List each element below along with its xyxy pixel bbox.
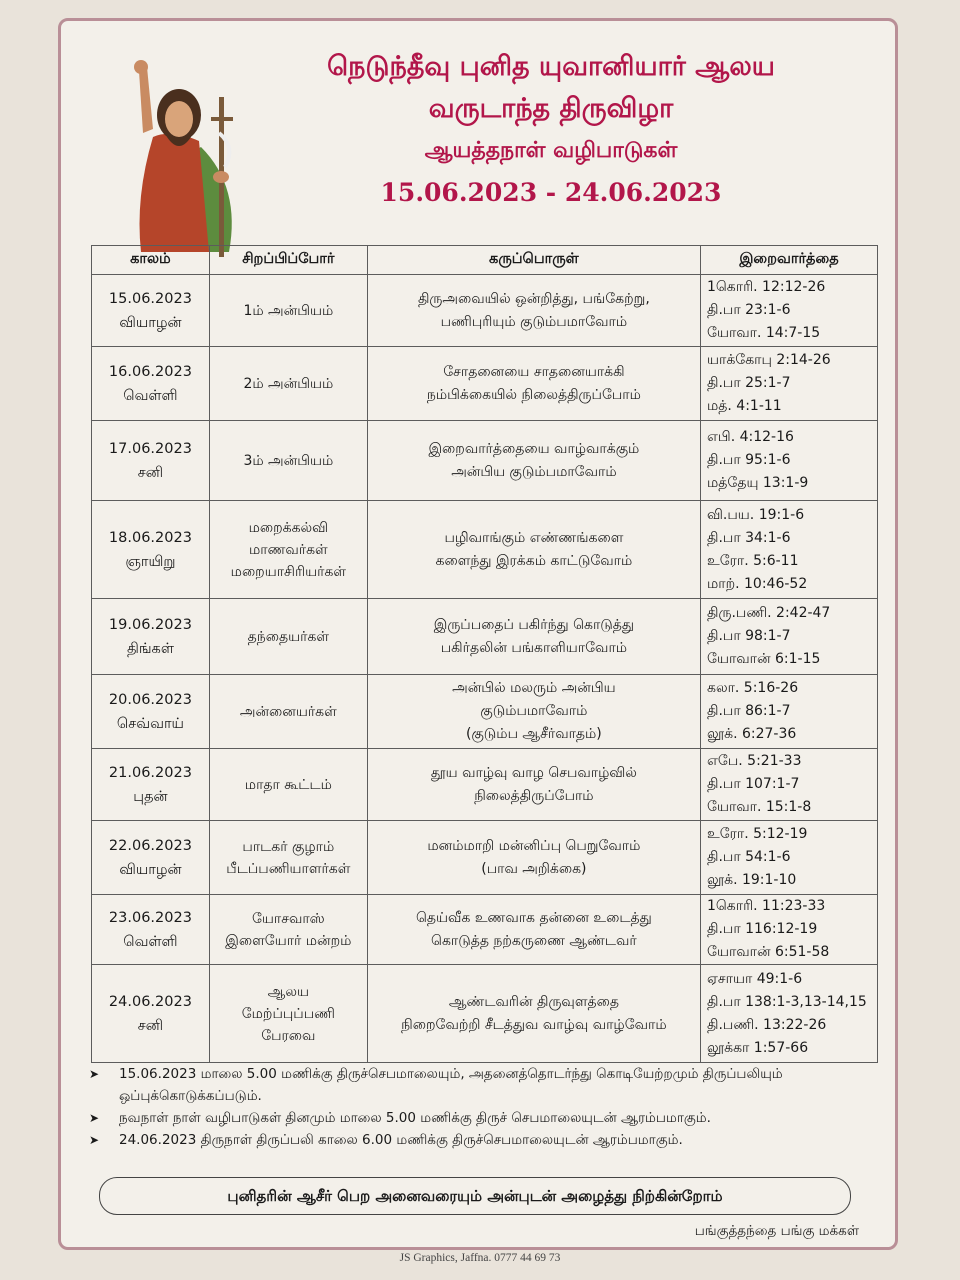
weekday-text: திங்கள் bbox=[126, 640, 174, 657]
reading-reference: யாக்கோபு 2:14-26 bbox=[707, 352, 831, 368]
cell-date bbox=[92, 599, 210, 675]
reading-reference: எபி. 4:12-16 bbox=[707, 429, 794, 445]
arrow-bullet-icon: ➤ bbox=[89, 1133, 100, 1147]
celebrant-line: பாடகர் குழாம் bbox=[242, 838, 335, 855]
weekday-text: வெள்ளி bbox=[123, 387, 178, 404]
table-row bbox=[92, 965, 878, 1063]
theme-line: சோதனையை சாதனையாக்கி bbox=[443, 363, 625, 380]
theme-line: தெய்வீக உணவாக தன்னை உடைத்து bbox=[416, 909, 652, 926]
celebrant-line: மறையாசிரியர்கள் bbox=[230, 563, 346, 580]
reading-reference: யோவான் 6:51-58 bbox=[707, 944, 830, 960]
date-text: 16.06.2023 bbox=[108, 363, 192, 380]
date-text: 24.06.2023 bbox=[108, 993, 192, 1010]
cell-date bbox=[92, 749, 210, 821]
date-text: 22.06.2023 bbox=[108, 837, 192, 854]
cell-readings bbox=[701, 965, 878, 1063]
cell-celebrants bbox=[209, 675, 367, 749]
reading-reference: தி.பா 34:1-6 bbox=[707, 529, 791, 546]
cell-theme bbox=[367, 821, 700, 895]
cell-celebrants bbox=[209, 965, 367, 1063]
theme-line: குடும்பமாவோம் bbox=[480, 703, 588, 719]
poster bbox=[58, 18, 898, 1250]
reading-reference: மாற். 10:46-52 bbox=[707, 575, 808, 592]
celebrant-line: யோசவாஸ் bbox=[251, 910, 325, 927]
note-text: 15.06.2023 மாலை 5.00 மணிக்கு திருச்செபமாலையும், அதனைத்தொடர்ந்து கொடியேற்றமும் திருப்பலியும் ஒப்புக்கொடுக்கப்படும். bbox=[119, 1066, 783, 1104]
theme-line: (குடும்ப ஆசீர்வாதம்) bbox=[465, 726, 602, 742]
cell-readings bbox=[701, 749, 878, 821]
cell-readings bbox=[701, 675, 878, 749]
reading-reference: தி.பா 25:1-7 bbox=[707, 375, 791, 391]
weekday-text: புதன் bbox=[133, 788, 168, 805]
date-text: 15.06.2023 bbox=[108, 290, 192, 307]
weekday-text: வெள்ளி bbox=[123, 933, 178, 950]
date-text: 21.06.2023 bbox=[108, 764, 192, 781]
cell-celebrants bbox=[209, 501, 367, 599]
reading-reference: எபே. 5:21-33 bbox=[707, 753, 802, 769]
theme-line: அன்பில் மலரும் அன்பிய bbox=[452, 680, 616, 696]
header-cell-theme: கருப்பொருள் bbox=[367, 246, 700, 275]
theme-line: களைந்து இரக்கம் காட்டுவோம் bbox=[435, 552, 633, 569]
celebrant-line: 2ம் அன்பியம் bbox=[243, 375, 334, 392]
table-row bbox=[92, 347, 878, 421]
celebrant-line: தந்தையர்கள் bbox=[247, 628, 330, 645]
table-header-row bbox=[92, 246, 878, 275]
celebrant-line: மறைக்கல்வி bbox=[248, 519, 329, 536]
cell-celebrants bbox=[209, 347, 367, 421]
date-text: 17.06.2023 bbox=[108, 440, 192, 457]
cell-theme bbox=[367, 965, 700, 1063]
header-feast-title: வருடாந்த திருவிழா bbox=[428, 93, 674, 124]
header-cell-celebrants: சிறப்பிப்போர் bbox=[209, 246, 367, 275]
theme-line: கொடுத்த நற்கருணை ஆண்டவர் bbox=[431, 932, 637, 949]
date-text: 20.06.2023 bbox=[108, 691, 192, 708]
cell-theme bbox=[367, 275, 700, 347]
celebrant-line: மாணவர்கள் bbox=[248, 541, 328, 558]
celebrant-line: 3ம் அன்பியம் bbox=[243, 452, 334, 469]
reading-reference: யோவா. 15:1-8 bbox=[707, 799, 812, 815]
cell-theme bbox=[367, 421, 700, 501]
table-row bbox=[92, 275, 878, 347]
celebrant-line: மேற்ப்புப்பணி bbox=[241, 1005, 335, 1022]
header-date-range: 15.06.2023 - 24.06.2023 bbox=[380, 178, 722, 207]
theme-line: திருஅவையில் ஒன்றித்து, பங்கேற்று, bbox=[417, 290, 650, 307]
reading-reference: தி.பா 98:1-7 bbox=[707, 628, 791, 644]
celebrant-line: அன்னையர்கள் bbox=[239, 703, 337, 720]
table-row bbox=[92, 749, 878, 821]
reading-reference: கலா. 5:16-26 bbox=[707, 680, 799, 696]
cell-readings bbox=[701, 347, 878, 421]
celebrant-line: மாதா கூட்டம் bbox=[244, 776, 332, 793]
theme-line: அன்பிய குடும்பமாவோம் bbox=[451, 463, 617, 480]
reading-reference: தி.பா 95:1-6 bbox=[707, 452, 791, 468]
schedule-rows bbox=[92, 275, 878, 1063]
reading-reference: தி.பா 138:1-3,13-14,15 bbox=[707, 993, 867, 1010]
cell-readings bbox=[701, 275, 878, 347]
theme-line: (பாவ அறிக்கை) bbox=[481, 860, 587, 877]
date-text: 18.06.2023 bbox=[108, 529, 192, 546]
theme-line: பழிவாங்கும் எண்ணங்களை bbox=[444, 529, 624, 546]
theme-line: இருப்பதைப் பகிர்ந்து கொடுத்து bbox=[433, 616, 635, 633]
cell-theme bbox=[367, 599, 700, 675]
weekday-text: சனி bbox=[137, 464, 164, 481]
header bbox=[211, 47, 891, 215]
reading-reference: லூக். 6:27-36 bbox=[707, 726, 797, 742]
reading-reference: தி.பா 107:1-7 bbox=[707, 776, 800, 792]
theme-line: பகிர்தலின் பங்காளியாவோம் bbox=[440, 639, 628, 656]
weekday-text: சனி bbox=[137, 1017, 164, 1034]
note-item bbox=[85, 1129, 885, 1151]
header-cell-readings: இறைவார்த்தை bbox=[701, 246, 878, 275]
reading-reference: லூக்கா 1:57-66 bbox=[707, 1039, 809, 1056]
cell-celebrants bbox=[209, 821, 367, 895]
reading-reference: யோவான் 6:1-15 bbox=[707, 651, 821, 667]
cell-celebrants bbox=[209, 421, 367, 501]
signature: பங்குத்தந்தை பங்கு மக்கள் bbox=[694, 1223, 859, 1239]
date-text: 19.06.2023 bbox=[108, 616, 192, 633]
cell-readings bbox=[701, 599, 878, 675]
cell-celebrants bbox=[209, 749, 367, 821]
printer-credit: JS Graphics, Jaffna. 0777 44 69 73 bbox=[399, 1252, 561, 1264]
theme-line: ஆண்டவரின் திருவுளத்தை bbox=[448, 993, 619, 1010]
reading-reference: தி.பணி. 13:22-26 bbox=[707, 1016, 827, 1033]
header-parish-title: நெடுந்தீவு புனித யுவானியார் ஆலய bbox=[327, 51, 775, 82]
cell-readings bbox=[701, 895, 878, 965]
reading-reference: யோவா. 14:7-15 bbox=[707, 325, 821, 341]
schedule-table bbox=[91, 245, 878, 1063]
reading-reference: 1கொரி. 12:12-26 bbox=[707, 279, 826, 295]
reading-reference: உரோ. 5:6-11 bbox=[707, 552, 799, 569]
date-text: 23.06.2023 bbox=[108, 909, 192, 926]
cell-theme bbox=[367, 895, 700, 965]
table-row bbox=[92, 501, 878, 599]
header-subtitle: ஆயத்தநாள் வழிபாடுகள் bbox=[424, 138, 678, 163]
header-cell-time: காலம் bbox=[92, 246, 210, 275]
table-row bbox=[92, 675, 878, 749]
notes-list bbox=[85, 1063, 885, 1151]
table-row bbox=[92, 421, 878, 501]
cell-date bbox=[92, 675, 210, 749]
note-text: நவநாள் நாள் வழிபாடுகள் தினமும் மாலை 5.00 மணிக்கு திருச் செபமாலையுடன் ஆரம்பமாகும். bbox=[119, 1110, 711, 1126]
reading-reference: தி.பா 54:1-6 bbox=[707, 849, 791, 865]
table-row bbox=[92, 821, 878, 895]
weekday-text: ஞாயிறு bbox=[125, 553, 176, 570]
invitation-banner: புனிதரின் ஆசீர் பெற அனைவரையும் அன்புடன் அழைத்து நிற்கின்றோம் bbox=[99, 1177, 851, 1215]
reading-reference: ஏசாயா 49:1-6 bbox=[707, 970, 803, 987]
arrow-bullet-icon: ➤ bbox=[89, 1111, 100, 1125]
reading-reference: உரோ. 5:12-19 bbox=[707, 826, 808, 842]
cell-date bbox=[92, 965, 210, 1063]
cell-date bbox=[92, 275, 210, 347]
reading-reference: திரு.பணி. 2:42-47 bbox=[707, 605, 831, 621]
cell-date bbox=[92, 501, 210, 599]
cell-readings bbox=[701, 421, 878, 501]
theme-line: நிலைத்திருப்போம் bbox=[474, 787, 594, 804]
reading-reference: மத்தேயு 13:1-9 bbox=[707, 475, 809, 491]
celebrant-line: 1ம் அன்பியம் bbox=[243, 302, 334, 319]
cell-date bbox=[92, 347, 210, 421]
weekday-text: வியாழன் bbox=[119, 314, 182, 331]
theme-line: பணிபுரியும் குடும்பமாவோம் bbox=[440, 313, 628, 330]
celebrant-line: பீடப்பணியாளர்கள் bbox=[226, 860, 351, 877]
celebrant-line: ஆலய bbox=[267, 983, 309, 1000]
weekday-text: செவ்வாய் bbox=[116, 715, 184, 732]
reading-reference: லூக். 19:1-10 bbox=[707, 872, 797, 888]
table-row bbox=[92, 895, 878, 965]
reading-reference: தி.பா 116:12-19 bbox=[707, 921, 818, 937]
cell-date bbox=[92, 895, 210, 965]
theme-line: நிறைவேற்றி சீடத்துவ வாழ்வு வாழ்வோம் bbox=[401, 1016, 667, 1033]
cell-date bbox=[92, 821, 210, 895]
cell-readings bbox=[701, 821, 878, 895]
weekday-text: வியாழன் bbox=[119, 861, 182, 878]
note-item bbox=[85, 1063, 885, 1107]
reading-reference: தி.பா 23:1-6 bbox=[707, 302, 791, 318]
theme-line: தூய வாழ்வு வாழ செபவாழ்வில் bbox=[430, 764, 637, 781]
celebrant-line: இளையோர் மன்றம் bbox=[225, 932, 352, 949]
reading-reference: வி.பய. 19:1-6 bbox=[707, 506, 805, 523]
reading-reference: தி.பா 86:1-7 bbox=[707, 703, 791, 719]
cell-theme bbox=[367, 501, 700, 599]
cell-celebrants bbox=[209, 599, 367, 675]
cell-theme bbox=[367, 675, 700, 749]
cell-date bbox=[92, 421, 210, 501]
cell-celebrants bbox=[209, 895, 367, 965]
cell-readings bbox=[701, 501, 878, 599]
cell-theme bbox=[367, 749, 700, 821]
arrow-bullet-icon: ➤ bbox=[89, 1067, 100, 1081]
reading-reference: 1கொரி. 11:23-33 bbox=[707, 898, 826, 914]
note-text: 24.06.2023 திருநாள் திருப்பலி காலை 6.00 மணிக்கு திருச்செபமாலையுடன் ஆரம்பமாகும். bbox=[119, 1132, 683, 1148]
celebrant-line: பேரவை bbox=[261, 1027, 316, 1044]
cell-theme bbox=[367, 347, 700, 421]
theme-line: மனம்மாறி மன்னிப்பு பெறுவோம் bbox=[427, 837, 641, 854]
cell-celebrants bbox=[209, 275, 367, 347]
table-row bbox=[92, 599, 878, 675]
theme-line: நம்பிக்கையில் நிலைத்திருப்போம் bbox=[426, 386, 641, 403]
note-item bbox=[85, 1107, 885, 1129]
reading-reference: மத். 4:1-11 bbox=[707, 398, 782, 414]
theme-line: இறைவார்த்தையை வாழ்வாக்கும் bbox=[428, 440, 640, 457]
